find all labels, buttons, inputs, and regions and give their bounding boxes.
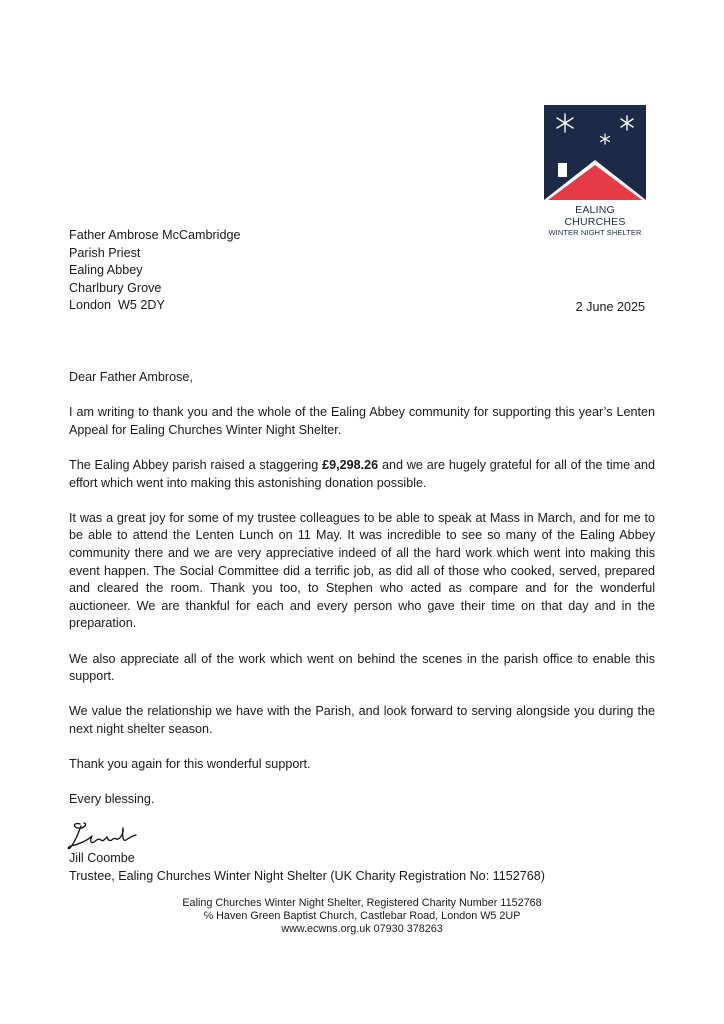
- signatory-name: Jill Coombe: [69, 851, 135, 865]
- chimney-shape: [558, 163, 567, 177]
- paragraph: We also appreciate all of the work which went on behind the scenes in the parish office to enable this support.: [69, 651, 655, 684]
- recipient-title: Parish Priest: [69, 245, 141, 260]
- charity-logo: [544, 105, 646, 237]
- recipient-org: Ealing Abbey: [69, 263, 143, 278]
- recipient-city: London W5 2DY: [69, 298, 165, 313]
- salutation: Dear Father Ambrose,: [69, 370, 193, 384]
- closing: Every blessing.: [69, 792, 155, 807]
- footer-charity-line: Ealing Churches Winter Night Shelter, Registered Charity Number 1152768: [182, 897, 542, 909]
- recipient-name: Father Ambrose McCambridge: [69, 228, 241, 242]
- letter-body: [69, 369, 655, 826]
- logo-emblem: [544, 105, 646, 200]
- paragraph: It was a great joy for some of my trustee colleagues to be able to speak at Mass in March, and for me to be able to attend the Lenten Lunch on 11 May. It was incredible to see so many of the Ealing Abbey community there and we are very appreciative indeed of all the hard work which went into making this event happen. The Social Committee did a terrific job, as did all of those who cooked, served, prepared and cleared the room. Thank you too, to Stephen who acted as compare and for the wonderful auctioneer. We are thankful for each and every person who gave their time on that day and in the preparation.: [69, 510, 655, 631]
- paragraph: We value the relationship we have with the Parish, and look forward to serving alongside you during the next night shelter season.: [69, 704, 655, 736]
- signatory-role: Trustee, Ealing Churches Winter Night Shelter (UK Charity Registration No: 1152768): [69, 868, 545, 883]
- logo-text-sub: WINTER NIGHT SHELTER: [548, 228, 642, 237]
- snowflake-icon: [557, 114, 573, 132]
- paragraph: Thank you again for this wonderful support.: [69, 757, 311, 772]
- letter-date: 2 June 2025: [575, 300, 645, 314]
- logo-text-main: EALING CHURCHES: [564, 204, 626, 228]
- footer-address-line: ℅ Haven Green Baptist Church, Castlebar Road, London W5 2UP: [203, 910, 521, 923]
- recipient-address: [69, 227, 240, 315]
- paragraph: I am writing to thank you and the whole of the Ealing Abbey community for supporting this year’s Lenten Appeal for Ealing Churches Winter Night Shelter.: [69, 405, 655, 437]
- house-snowflake-icon: [544, 105, 646, 200]
- footer-contact-line: www.ecwns.org.uk 07930 378263: [281, 923, 443, 936]
- snowflake-icon: [601, 134, 610, 144]
- recipient-street: Charlbury Grove: [69, 280, 162, 295]
- handwritten-signature: [66, 818, 146, 852]
- signatory-block: [69, 850, 545, 885]
- paragraph: [69, 457, 655, 492]
- paragraph-text: The Ealing Abbey parish raised a staggering: [69, 457, 323, 472]
- snowflake-icon: [621, 116, 633, 130]
- paragraph-text: and we are hugely grateful for all of the time and effort which went into making this astonishing donation possible.: [69, 457, 656, 490]
- letterhead-footer: [0, 897, 724, 937]
- donation-amount: £9,298.26: [322, 457, 379, 472]
